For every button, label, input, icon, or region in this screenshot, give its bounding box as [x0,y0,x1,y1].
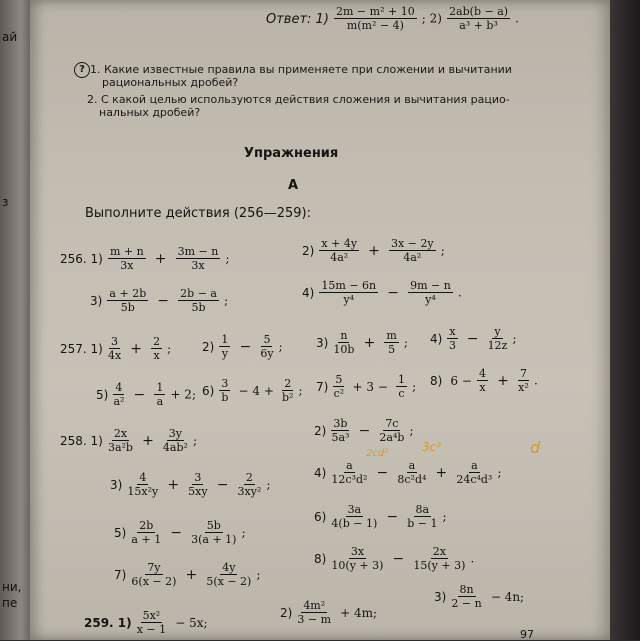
exercise-256-3: 3) $\frac{a + 2b}{5b}$ − $\frac{2b - a}{5b}$ ; [90,287,229,314]
answer-label: Ответ: 1) [266,12,329,27]
section-title: Упражнения [244,146,339,161]
left-strip-text: ай [2,30,18,44]
exercise-256-1: 256. 1) $\frac{m + n}{3x}$ + $\frac{3m - n}{3x}$ ; [60,245,230,272]
exercise-259-1: 259. 1) $\frac{\text{5x²}}{x - 1}$ − 5x; [84,609,208,636]
handwritten-note: d [530,438,541,457]
exercise-257-3: 3) $\frac{n}{10b}$ + $\frac{m}{5}$ ; [316,329,408,356]
exercise-256-4: 4) $\frac{15m - 6n}{\text{y⁴}}$ − $\frac{9m - n}{\text{y⁴}}$ . [302,279,462,306]
page-number: 97 [520,628,534,641]
instruction: Выполните действия (256—259): [85,206,311,221]
answer-separator: ; 2) [421,11,442,26]
question-2: 2. С какой целью используются действия сложения и вычитания рацио- нальных дробей? [87,93,510,119]
exercise-257-7: 7) $\frac{5}{\text{c²}}$ + 3 − $\frac{1}{c}$ ; [316,373,417,400]
exercise-258-8: 8) $\frac{3x}{10(y + 3)}$ − $\frac{2x}{15(y + 3)}$ . [314,545,475,572]
exercise-256-2: 2) $\frac{x + 4y}{\text{4a²}}$ + $\frac{3x - 2y}{\text{4a²}}$ ; [302,237,445,264]
background-edge [610,0,640,640]
exercise-258-3: 3) $\frac{4}{\text{15x²y}}$ + $\frac{3}{5xy}$ − $\frac{2}{\text{3xy²}}$ ; [110,471,271,498]
exercise-258-5: 5) $\frac{2b}{a + 1}$ − $\frac{5b}{3(a + 1)}$ ; [114,519,246,546]
exercise-257-6: 6) $\frac{3}{b}$ − 4 + $\frac{2}{\text{b²}}$ ; [202,377,303,404]
question-circle-icon: ? [74,62,90,78]
answer-fraction-1: $\frac{\text{2m − m² + 10}}{\text{m(m² − 4)}}$ [336,5,415,32]
question-1: 1. Какие известные правила вы применяете при сложении и вычитании рациональных дробей? [90,63,512,89]
exercise-258-6: 6) $\frac{3a}{4(b - 1)}$ − $\frac{8a}{b - 1}$ ; [314,503,447,530]
left-strip-text: з [2,195,9,209]
section-level: А [288,178,299,193]
exercise-259-2: 2) $\frac{\text{4m²}}{3 - m}$ + 4m; [280,599,378,626]
exercise-257-5: 5) $\frac{4}{\text{a²}}$ − $\frac{1}{a}$ + 2; [96,381,196,408]
handwritten-note: 2cd² [366,448,389,459]
exercise-258-1: 258. 1) $\frac{2x}{\text{3a²b}}$ + $\frac{3y}{\text{4ab²}}$ ; [60,427,198,454]
exercise-257-2: 2) $\frac{1}{y}$ − $\frac{5}{6y}$ ; [202,333,283,360]
exercise-258-7: 7) $\frac{7y}{6(x - 2)}$ + $\frac{4y}{5(x - 2)}$ ; [114,561,261,588]
answer-end: . [515,11,519,26]
exercise-259-3: 3) $\frac{8n}{2 - n}$ − 4n; [434,583,525,610]
handwritten-note: 3c² [422,440,442,454]
exercise-258-2: 2) $\frac{3b}{\text{5a³}}$ − $\frac{7c}{\text{2a⁴b}}$ ; [314,417,414,444]
exercise-257-8: 8) 6 − $\frac{4}{x}$ + $\frac{7}{\text{x²}}$ . [430,367,538,394]
exercise-257-1: 257. 1) $\frac{3}{4x}$ + $\frac{2}{x}$ ; [60,335,172,362]
adjacent-page-strip [0,0,30,640]
answer-line [266,6,519,31]
left-strip-text: ни, [2,580,22,594]
exercise-258-4: 4) $\frac{a}{\text{12c³d²}}$ − $\frac{a}{\text{8c²d⁴}}$ + $\frac{a}{\text{24c⁴d³}}$ ; [314,459,502,486]
left-strip-text: пе [2,596,18,610]
answer-fraction-2: $\frac{2ab(b - a)}{\text{a³ + b³}}$ [449,5,509,32]
exercise-257-4: 4) $\frac{x}{3}$ − $\frac{y}{12z}$ ; [430,325,517,352]
textbook-page [30,0,610,640]
